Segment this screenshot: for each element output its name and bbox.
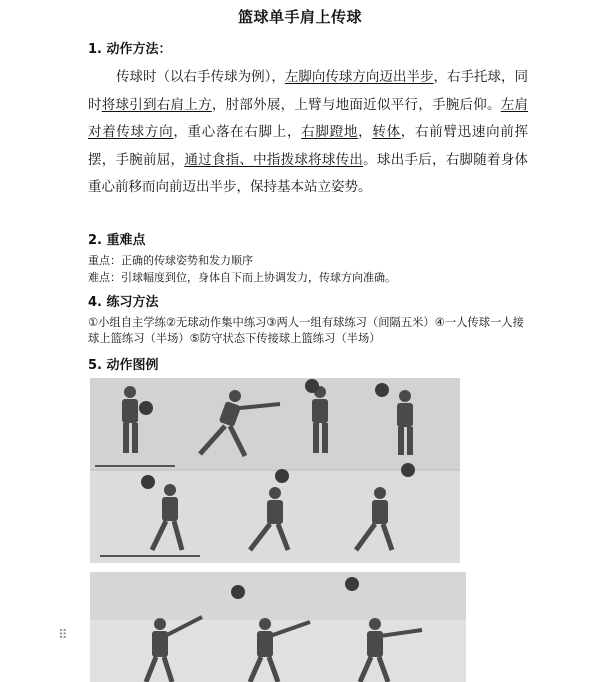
method-underline-6: 通过食指、中指拨球将球传出 bbox=[184, 151, 364, 168]
method-text-6: ，右前臂迅速向前挥摆，手腕前屈， bbox=[88, 124, 529, 168]
section-heading-difficulty: 2. 重难点 bbox=[88, 233, 146, 248]
photo-2-drawing bbox=[90, 572, 466, 682]
method-underline-3: 左肩对着传球方向 bbox=[88, 96, 529, 140]
method-text-7: 。球出手后，右脚随着身体重心前移而向前迈出半步，保持基本站立姿势。 bbox=[88, 151, 529, 195]
method-paragraph bbox=[88, 64, 528, 202]
method-underline-1: 左脚向传球方向迈出半步 bbox=[284, 69, 434, 85]
photo-1-drawing bbox=[90, 378, 460, 563]
method-text-2: ，右手托球，同时 bbox=[88, 69, 529, 113]
drag-handle-icon[interactable]: ⠿ bbox=[58, 628, 68, 643]
method-underline-2: 将球引到右肩上方 bbox=[101, 96, 212, 113]
page-title: 篮球单手肩上传球 bbox=[237, 8, 362, 26]
section-heading-method: 1. 动作方法： bbox=[88, 42, 172, 57]
difficulty-hard: 难点：引球幅度到位，身体自下而上协调发力，传球方向准确。 bbox=[88, 271, 396, 284]
practice-text: ①小组自主学练②无球动作集中练习③两人一组有球练习（间隔五米）④一人传球一人接球上篮练习（半场）⑤防守状态下传接球上篮练习（半场） bbox=[88, 316, 524, 345]
method-underline-4: 右脚蹬地 bbox=[301, 124, 359, 140]
method-text-3: ，肘部外展，上臂与地面近似平行，手腕后仰。 bbox=[211, 96, 501, 113]
ball-2 bbox=[345, 577, 359, 591]
ball-1 bbox=[231, 585, 245, 599]
method-text-1: 传球时（以右手传球为例）， bbox=[116, 69, 285, 85]
section-heading-practice: 4. 练习方法 bbox=[88, 295, 159, 310]
method-text-5: ， bbox=[358, 124, 373, 140]
action-illustration-photo-2 bbox=[90, 572, 466, 682]
section-heading-illustration: 5. 动作图例 bbox=[88, 358, 159, 373]
action-illustration-photo-1 bbox=[90, 378, 460, 563]
difficulty-key: 重点：正确的传球姿势和发力顺序 bbox=[88, 254, 253, 267]
method-text-4: ，重心落在右脚上， bbox=[173, 124, 302, 140]
method-underline-5: 转体 bbox=[372, 124, 401, 140]
